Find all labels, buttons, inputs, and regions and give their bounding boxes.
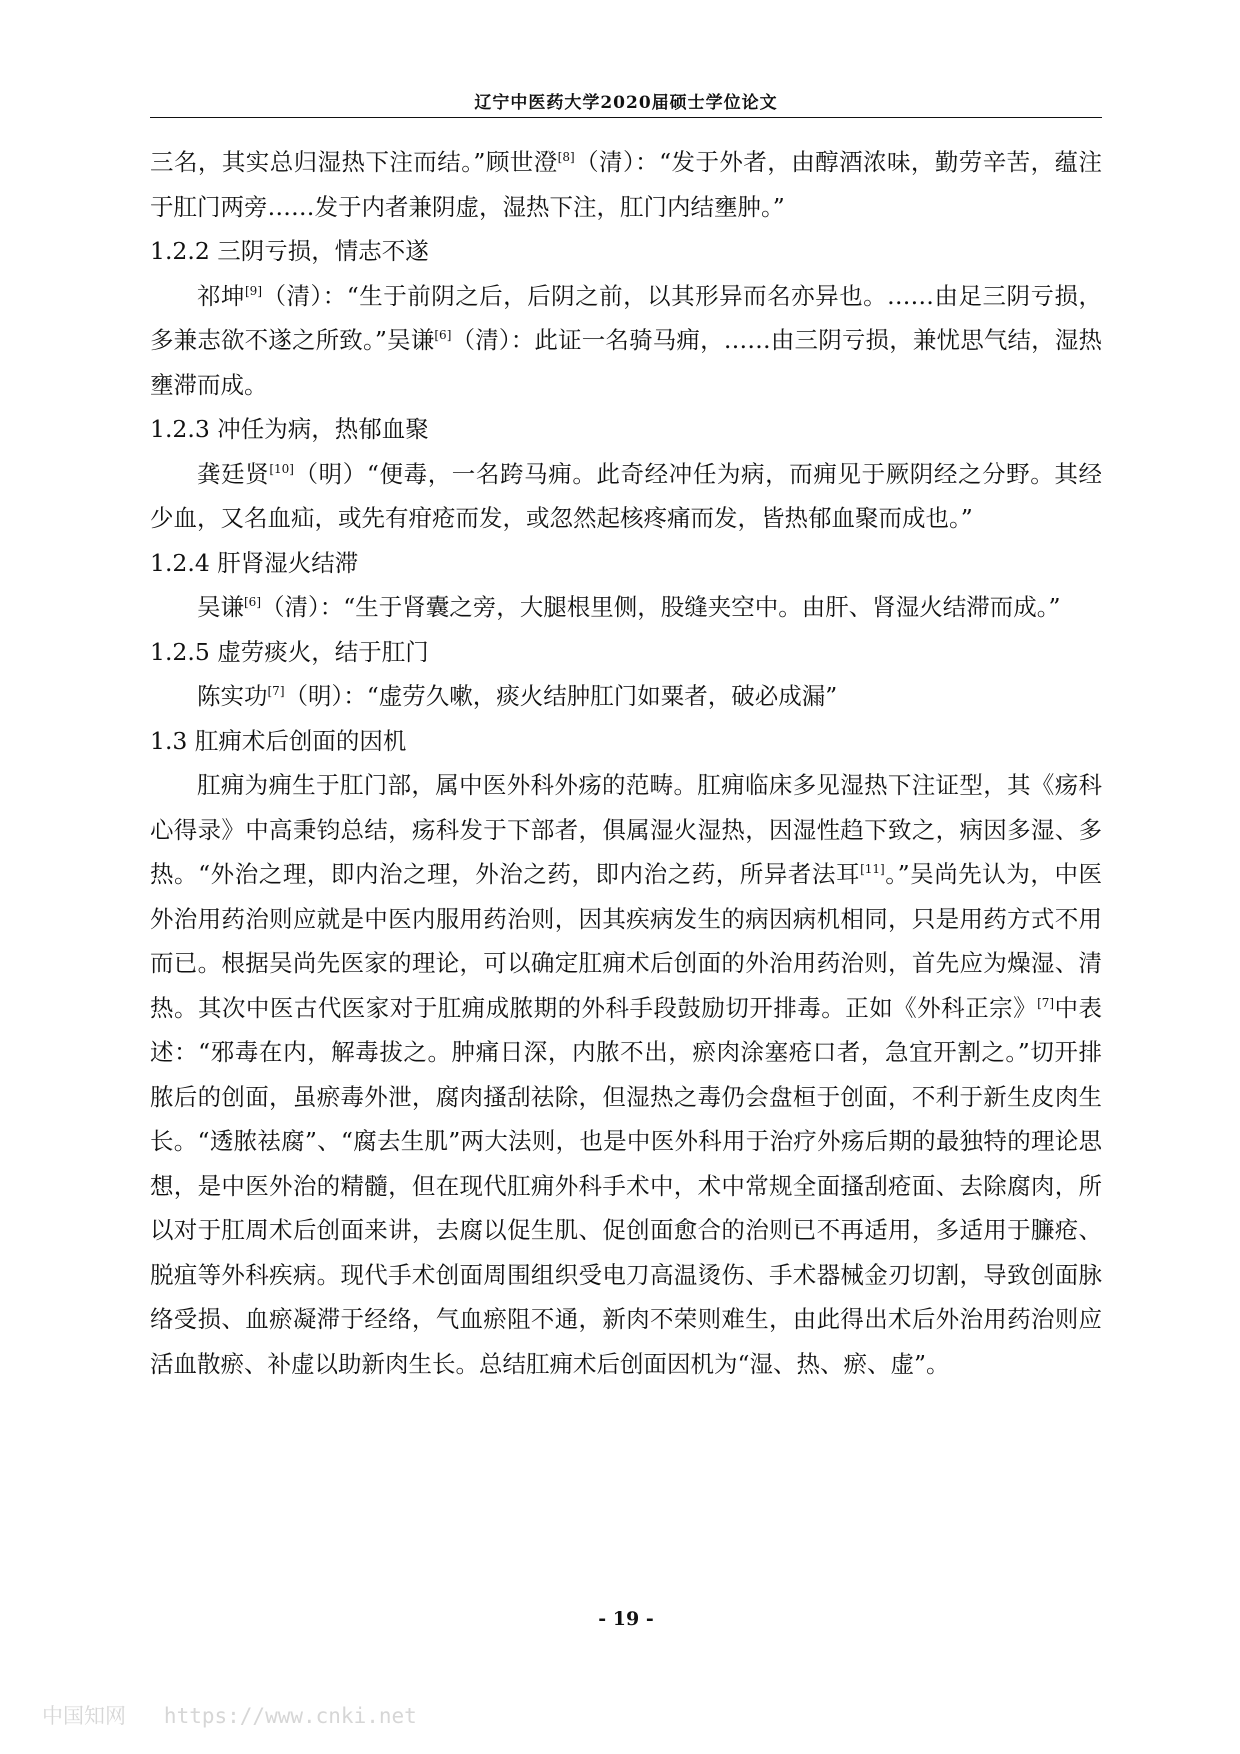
- section-heading: [150, 630, 1102, 675]
- text-run: （明）“便毒，一名跨马痈。此奇经冲任为病，而痈见于厥阴经之分野。其经少血，又名血疝，或先有疳疮而发，或忽然起核疼痛而发，皆热郁血聚而成也。”: [150, 459, 1102, 532]
- text-run: （清）：此证一名骑马痈，……由三阴亏损，兼忧思气结，湿热壅滞而成。: [150, 326, 1103, 399]
- section-heading: [150, 541, 1102, 586]
- page-number: - 19 -: [598, 1608, 654, 1630]
- citation-superscript: [10]: [269, 461, 294, 476]
- text-run: 1.3 肛痈术后创面的因机: [150, 726, 407, 755]
- citation-superscript: [7]: [1037, 995, 1055, 1010]
- header-rule: [150, 117, 1102, 118]
- text-run: 1.2.2 三阴亏损，情志不遂: [150, 237, 429, 265]
- cnki-watermark[interactable]: 中国知网 https://www.cnki.net: [42, 1704, 417, 1728]
- text-run: 1.2.5 虚劳痰火，结于肛门: [150, 637, 429, 666]
- paragraph: [150, 452, 1102, 541]
- citation-superscript: [6]: [434, 328, 452, 342]
- running-header: 辽宁中医药大学2020届硕士学位论文: [474, 93, 778, 113]
- text-run: （明）：“虚劳久嗽，痰火结肿肛门如粟者，破必成漏”: [284, 682, 838, 710]
- paragraph: [150, 763, 1102, 1386]
- text-run: 陈实功: [197, 682, 268, 710]
- text-run: （清）：“发于外者，由醇酒浓味，勤劳辛苦，蕴注于肛门两旁……发于内者兼阴虚，湿热下注，肛门内结壅肿。”: [150, 148, 1102, 221]
- citation-superscript: [6]: [244, 595, 261, 609]
- section-heading: [150, 719, 1102, 764]
- text-run: 1.2.4 肝肾湿火结滞: [150, 548, 359, 577]
- text-run: （清）：“生于肾囊之旁，大腿根里侧，股缝夹空中。由肝、肾湿火结滞而成。”: [261, 593, 1061, 621]
- citation-superscript: [9]: [245, 283, 262, 298]
- citation-superscript: [8]: [557, 150, 575, 164]
- text-run: 三名，其实总归湿热下注而结。”顾世澄: [150, 148, 558, 176]
- text-run: （清）：“生于前阴之后，后阴之前，以其形异而名亦异也。……由足三阴亏损，多兼志欲不遂之所致。”吴谦: [150, 281, 1103, 354]
- citation-superscript: [11]: [860, 862, 885, 876]
- paragraph: [150, 674, 1102, 719]
- text-run: 龚廷贤: [197, 459, 270, 488]
- text-run: 。”吴尚先认为，中医外治用药治则应就是中医内服用药治则，因其疾病发生的病因病机相同，只是用药方式不用而已。根据吴尚先医家的理论，可以确定肛痈术后创面的外治用药治则，首先应为燥湿、清热。其次中医古代医家对于肛痈成脓期的外科手段鼓励切开排毒。正如《外科正宗》: [150, 860, 1103, 1022]
- citation-superscript: [7]: [267, 684, 285, 698]
- text-run: 肛痈为痈生于肛门部，属中医外科外疡的范畴。肛痈临床多见湿热下注证型，其《疡科心得录》中高秉钧总结，疡科发于下部者，俱属湿火湿热，因湿性趋下致之，病因多湿、多热。“外治之理，即内治之理，外治之药，即内治之药，所异者法耳: [150, 771, 1102, 888]
- text-run: 1.2.3 冲任为病，热郁血聚: [150, 415, 429, 443]
- paragraph: [150, 140, 1102, 229]
- section-heading: [150, 407, 1102, 452]
- text-run: 吴谦: [197, 593, 244, 621]
- text-run: 中表述：“邪毒在内，解毒拔之。肿痛日深，内脓不出，瘀肉涂塞疮口者，急宜开割之。”切开排脓后的创面，虽瘀毒外泄，腐肉搔刮祛除，但湿热之毒仍会盘桓于创面，不利于新生皮肉生长。“透脓祛腐”、“腐去生肌”两大法则，也是中医外科用于治疗外疡后期的最独特的理论思想，是中医外治的精髓，但在现代肛痈外科手术中，术中常规全面搔刮疮面、去除腐肉，所以对于肛周术后创面来讲，去腐以促生肌、促创面愈合的治则已不再适用，多适用于臁疮、脱疽等外科疾病。现代手术创面周围组织受电刀高温烫伤、手术器械金刃切割，导致创面脉络受损、血瘀凝滞于经络，气血瘀阻不通，新肉不荣则难生，由此得出术后外治用药治则应活血散瘀、补虚以助新肉生长。总结肛痈术后创面因机为“湿、热、瘀、虚”。: [150, 993, 1103, 1378]
- paragraph: [150, 274, 1102, 408]
- body-text: [150, 140, 1102, 1386]
- section-heading: [150, 229, 1102, 274]
- paragraph: [150, 585, 1102, 630]
- text-run: 祁坤: [197, 281, 245, 310]
